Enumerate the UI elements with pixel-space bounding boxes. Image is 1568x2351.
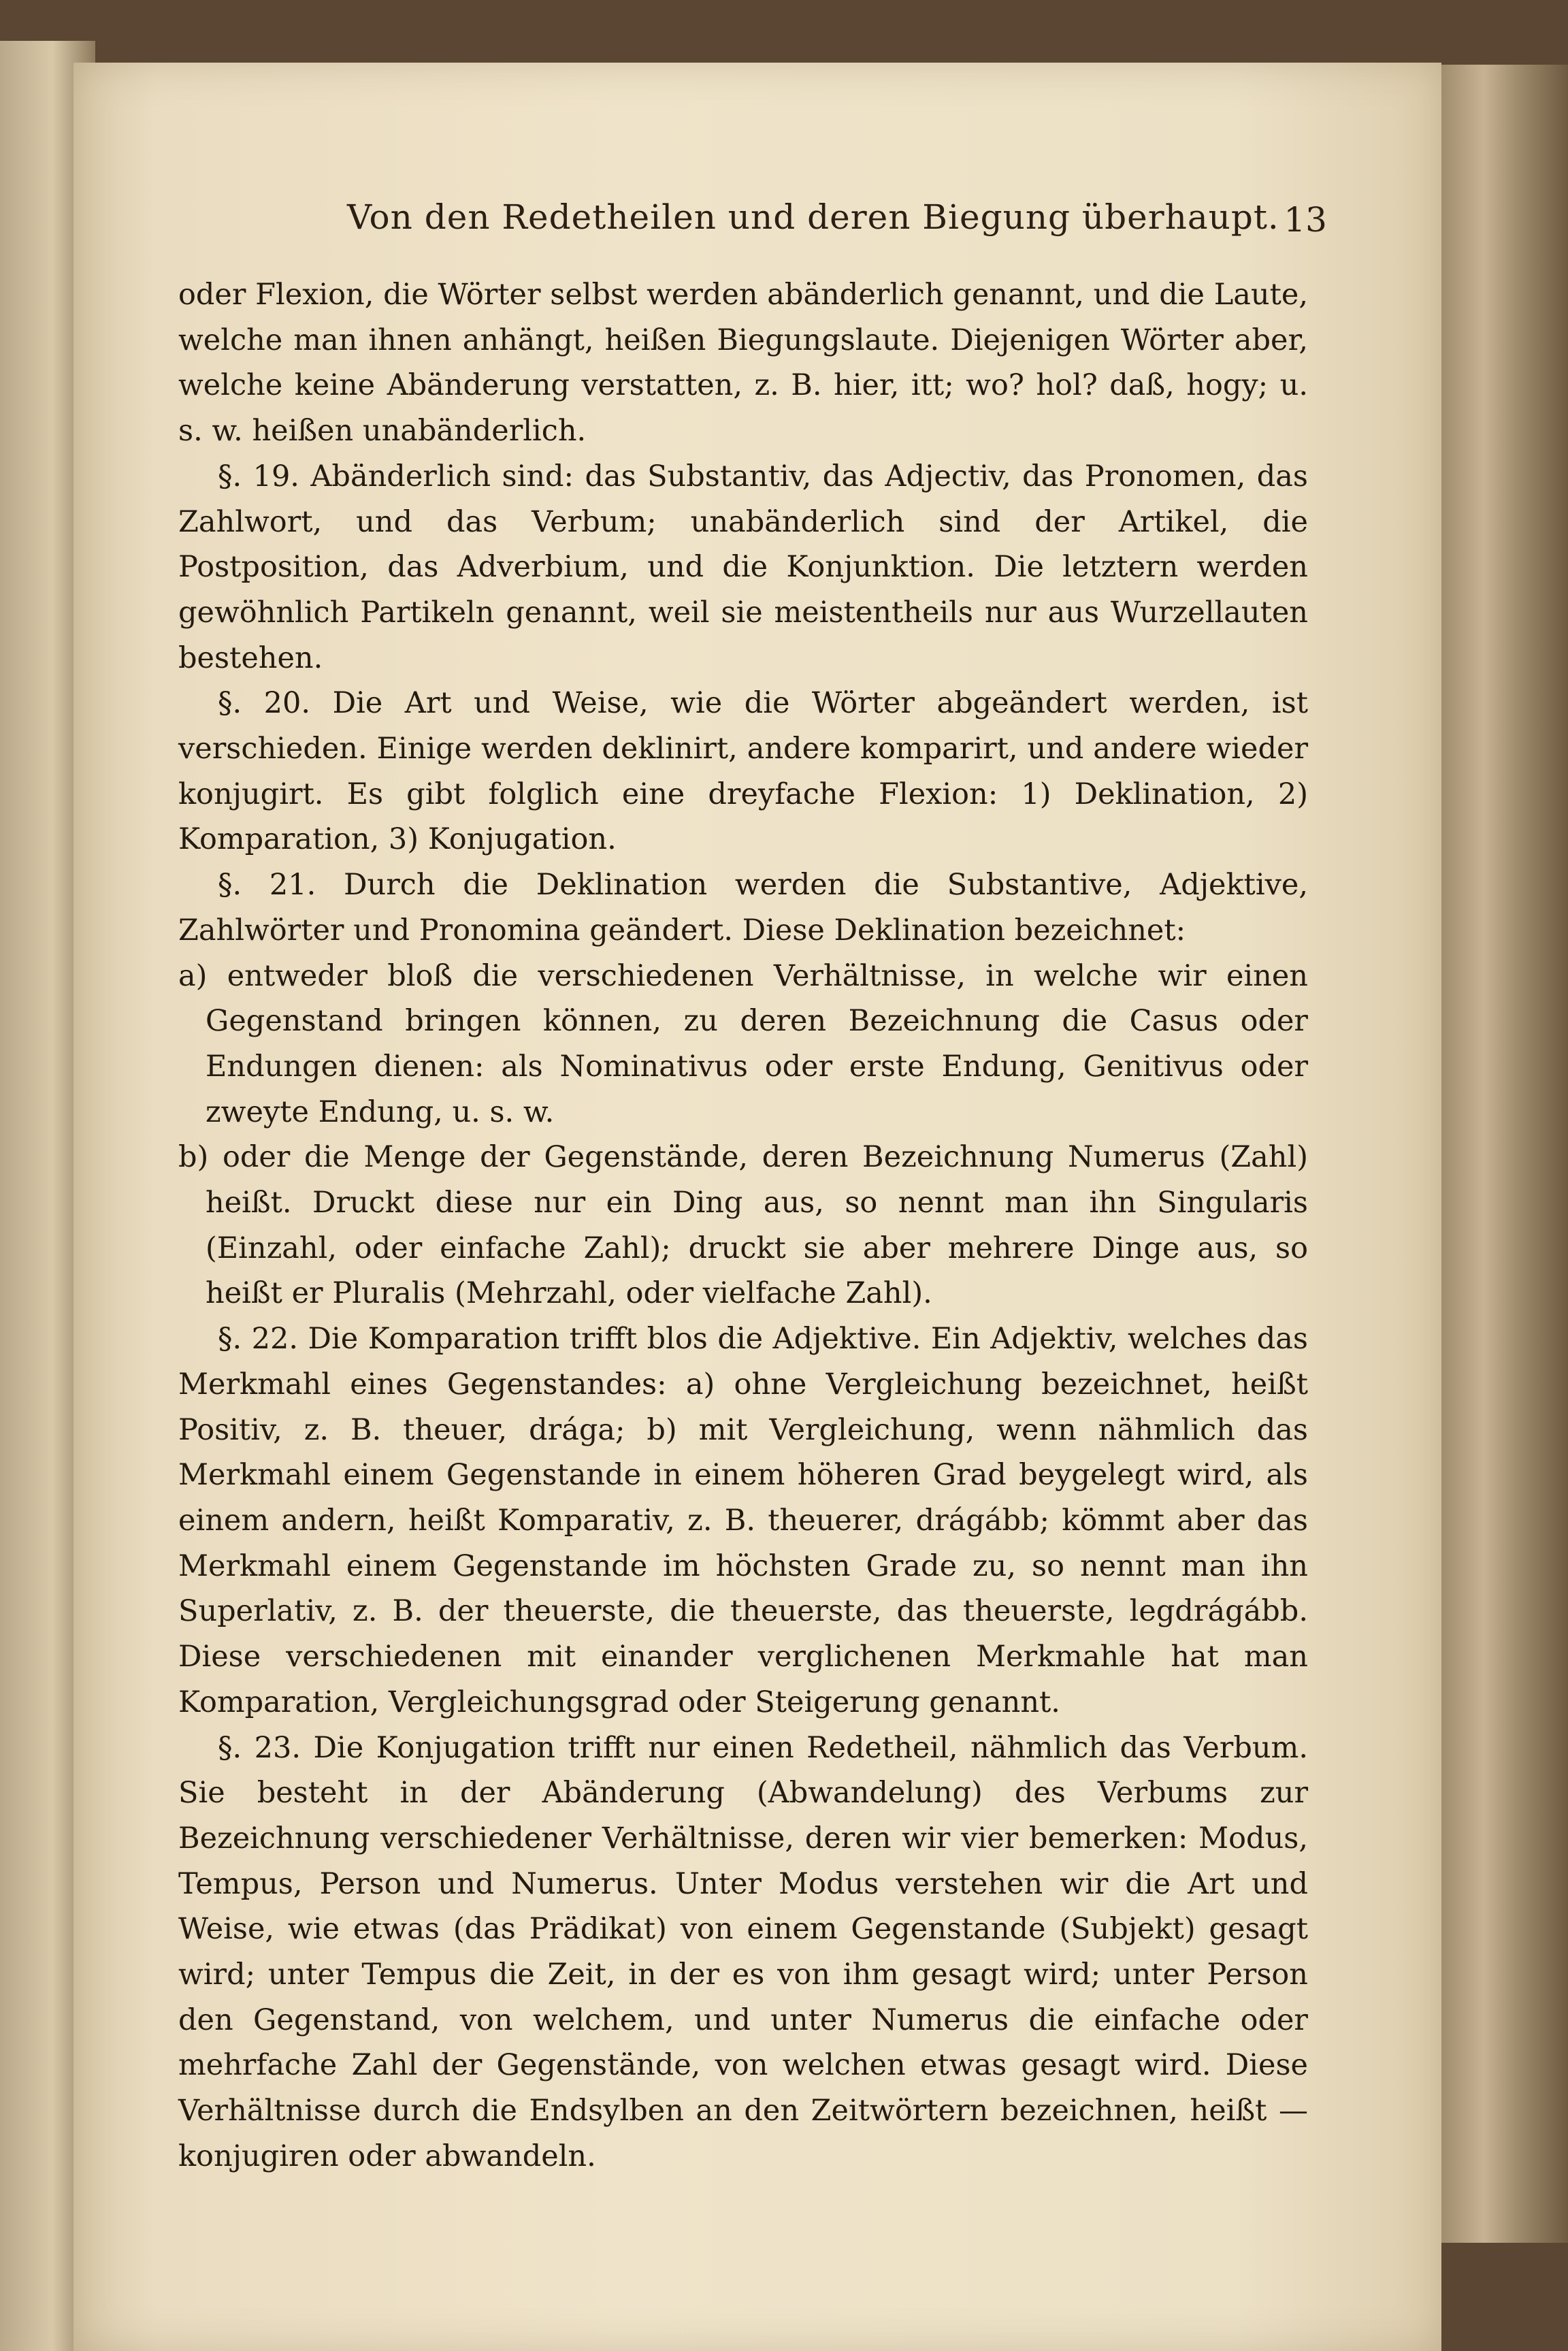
- list-item-a: a) entweder bloß die verschiedenen Verhältnisse, in welche wir einen Gegenstand bringen können, zu deren Bezeichnung die Casus oder Endungen dienen: als Nominativus oder erste Endung, Genitivus oder zweyte Endung, u. s. w.: [178, 958, 1308, 1129]
- paragraph-section-21: §. 21. Durch die Deklination werden die Substantive, Adjektive, Zahlwörter und Pronomina geändert. Diese Deklination bezeichnet:: [178, 868, 1308, 947]
- paragraph-section-20: §. 20. Die Art und Weise, wie die Wörter abgeändert werden, ist verschieden. Einige werden deklinirt, andere komparirt, und andere wieder konjugirt. Es gibt folglich eine dreyfache Flexion: 1) Deklination, 2) Komparation, 3) Konjugation.: [178, 686, 1308, 857]
- paragraph-section-23: §. 23. Die Konjugation trifft nur einen Redetheil, nähmlich das Verbum. Sie besteht in der Abänderung (Abwandelung) des Verbums zur Bezeichnung verschiedener Verhältnisse, deren wir vier bemerken: Modus, Tempus, Person und Numerus. Unter Modus verstehen wir die Art und Weise, wie etwas (das Prädikat) von einem Gegenstande (Subjekt) gesagt wird; unter Tempus die Zeit, in der es von ihm gesagt wird; unter Person den Gegenstand, von welchem, und unter Numerus die einfache oder mehrfache Zahl der Gegenstände, von welchen etwas gesagt wird. Diese Verhältnisse durch die Endsylben an den Zeitwörtern bezeichnen, heißt — konjugiren oder abwandeln.: [178, 1730, 1308, 2173]
- paragraph-continuation: oder Flexion, die Wörter selbst werden abänderlich genannt, und die Laute, welche man ihnen anhängt, heißen Biegungslaute. Diejenigen Wörter aber, welche keine Abänderung verstatten, z. B. hier, itt; wo? hol? daß, hogy; u. s. w. heißen unabänderlich.: [178, 278, 1308, 449]
- list-item-b: b) oder die Menge der Gegenstände, deren Bezeichnung Numerus (Zahl) heißt. Druckt diese nur ein Ding aus, so nennt man ihn Singularis (Einzahl, oder einfache Zahl); druckt sie aber mehrere Dinge aus, so heißt er Pluralis (Mehrzahl, oder vielfache Zahl).: [178, 1140, 1308, 1311]
- book-right-edge: [1439, 65, 1568, 2243]
- running-head: Von den Redetheilen und deren Biegung überhaupt.: [347, 197, 1279, 237]
- body-text: [178, 272, 1308, 2179]
- paragraph-section-19: §. 19. Abänderlich sind: das Substantiv, das Adjectiv, das Pronomen, das Zahlwort, und das Verbum; unabänderlich sind der Artikel, die Postposition, das Adverbium, und die Konjunktion. Die letztern werden gewöhnlich Partikeln genannt, weil sie meistentheils nur aus Wurzellauten bestehen.: [178, 459, 1308, 675]
- page-header: [347, 197, 1327, 252]
- paragraph-section-22: §. 22. Die Komparation trifft blos die Adjektive. Ein Adjektiv, welches das Merkmahl eines Gegenstandes: a) ohne Vergleichung bezeichnet, heißt Positiv, z. B. theuer, drága; b) mit Vergleichung, wenn nähmlich das Merkmahl einem Gegenstande in einem höheren Grad beygelegt wird, als einem andern, heißt Komparativ, z. B. theuerer, drágább; kömmt aber das Merkmahl einem Gegenstande im höchsten Grade zu, so nennt man ihn Superlativ, z. B. der theuerste, die theuerste, das theuerste, legdrágább. Diese verschiedenen mit einander verglichenen Merkmahle hat man Komparation, Vergleichungsgrad oder Steigerung genannt.: [178, 1322, 1308, 1719]
- page-number: 13: [1284, 200, 1327, 240]
